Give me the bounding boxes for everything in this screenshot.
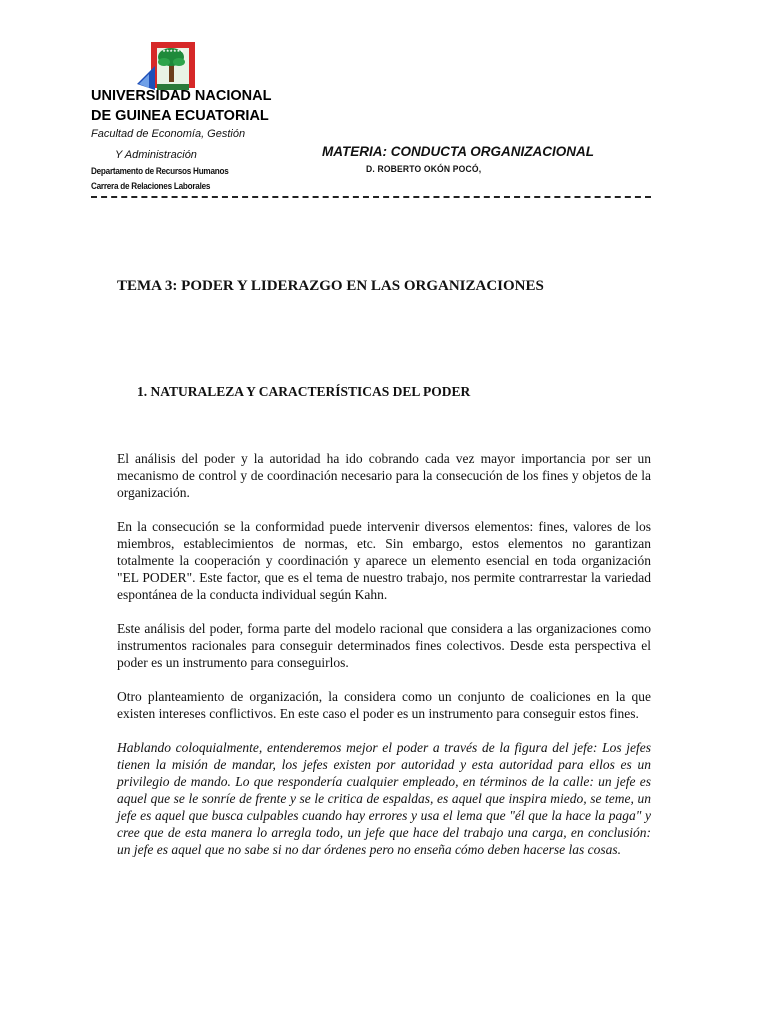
document-body <box>117 450 651 875</box>
university-name <box>91 86 311 126</box>
university-logo <box>135 40 197 92</box>
paragraph: El análisis del poder y la autoridad ha ido cobrando cada vez mayor importancia por ser un mecanismo de control y de coordinación necesario para la consecución de los fines y objetos de la organización. <box>117 451 651 500</box>
university-seal-icon <box>135 40 197 92</box>
paragraph: Otro planteamiento de organización, la considera como un conjunto de coaliciones en la que existen intereses conflictivos. En este caso el poder es un instrumento para conseguir estos fines. <box>117 689 651 721</box>
faculty-line-1: Facultad de Economía, Gestión <box>91 128 246 140</box>
subject-title: MATERIA: CONDUCTA ORGANIZACIONAL <box>322 144 594 159</box>
university-name-line-1: UNIVERSIDAD NACIONAL <box>91 88 272 104</box>
career-name: Carrera de Relaciones Laborales <box>91 181 211 192</box>
faculty-line-2: Y Administración <box>115 149 197 161</box>
university-name-line-2: DE GUINEA ECUATORIAL <box>91 108 269 124</box>
paragraph: En la consecución se la conformidad puede intervenir diversos elementos: fines, valores de los miembros, establecimientos de normas, etc. Sin embargo, estos elementos no garantizan totalmente la cooperación y coordinación y aparece un elemento esencial en toda organización "EL PODER". Este factor, que es el tema de nuestro trabajo, nos permite contrarrestar la variedad espontánea de la conducta individual según Kahn. <box>117 519 651 602</box>
department-block <box>91 164 228 194</box>
svg-text:★★★★★★: ★★★★★★ <box>162 48 184 53</box>
paragraph: Este análisis del poder, forma parte del modelo racional que considera a las organizaciones como instrumentos racionales para conseguir determinados fines colectivos. Desde esta perspectiva el poder es un instrumento para conseguirlos. <box>117 621 651 670</box>
paragraph-italic: Hablando coloquialmente, entenderemos mejor el poder a través de la figura del jefe: Los jefes tienen la misión de mandar, los jefes existen por autoridad y esta autoridad para ellos es un privilegio de mando. Lo que respondería cualquier empleado, en términos de la calle: un jefe es aquel que se le sonríe de frente y se le critica de espaldas, es aquel que inspira miedo, se teme, un jefe es aquel que busca culpables cuando hay errores y usa el lema que "él que la hace la paga" y cree que de esta manera lo arregla todo, un jefe que hace del trabajo una carga, en conclusión: un jefe es aquel que no sabe si no dar órdenes pero no enseña cómo deben hacerse las cosas. <box>117 740 651 857</box>
professor-name: D. ROBERTO OKÓN POCÓ, <box>366 164 482 175</box>
department-name: Departamento de Recursos Humanos <box>91 166 229 177</box>
section-heading: 1. NATURALEZA Y CARACTERÍSTICAS DEL PODER <box>137 384 471 399</box>
topic-title: TEMA 3: PODER Y LIDERAZGO EN LAS ORGANIZACIONES <box>117 278 544 294</box>
header-divider <box>91 196 651 198</box>
